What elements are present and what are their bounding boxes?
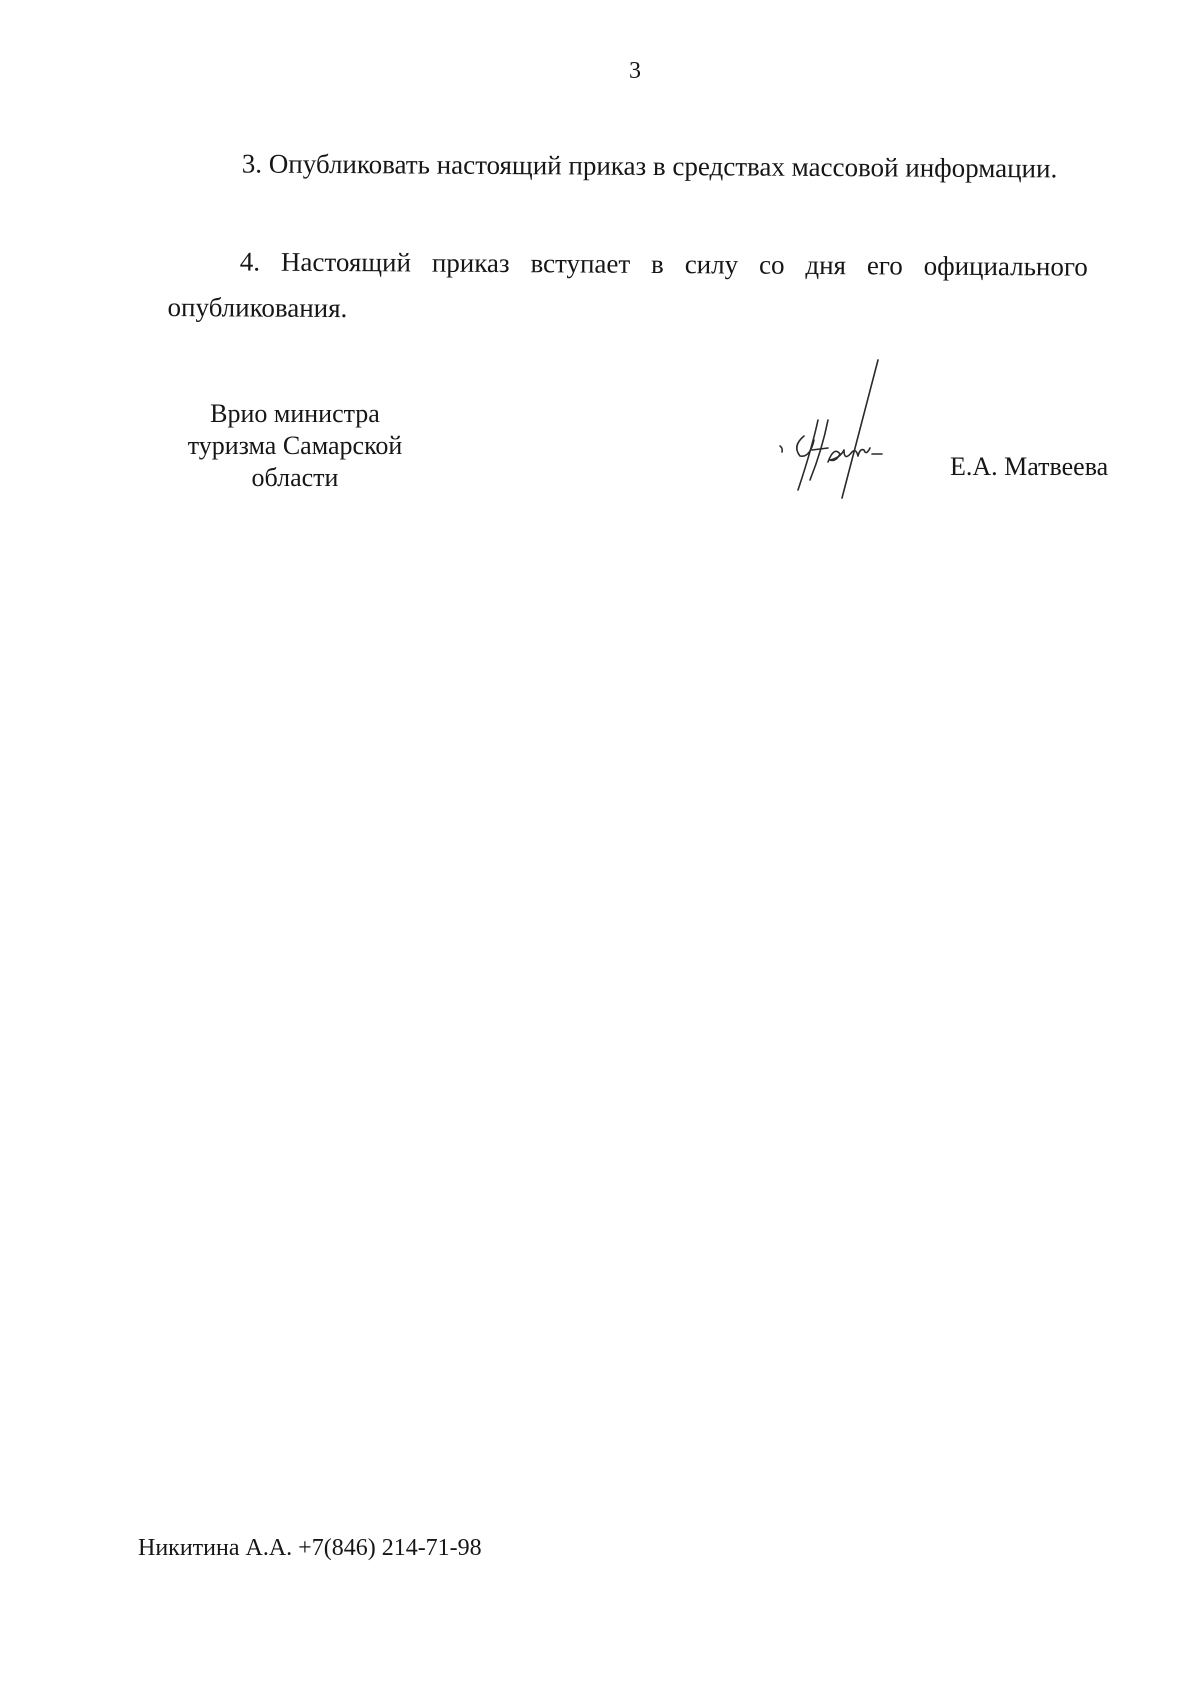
paragraph-4: [167, 238, 1088, 336]
page-number: 3: [629, 58, 641, 84]
signer-title: [170, 398, 420, 494]
handwritten-signature: [770, 358, 950, 508]
contact-info: Никитина А.А. +7(846) 214-71-98: [138, 1535, 482, 1561]
signer-title-line-3: области: [251, 463, 339, 492]
paragraph-3-text: 3. Опубликовать настоящий приказ в средствах массовой информации.: [241, 148, 1058, 184]
signer-title-line-2: туризма Самарской: [187, 431, 403, 460]
signer-title-line-1: Врио министра: [210, 399, 380, 428]
signer-name: Е.А. Матвеева: [950, 452, 1109, 481]
paragraph-4-text: 4. Настоящий приказ вступает в силу со дня его официального опубликования.: [167, 246, 1088, 324]
paragraph-3: [170, 140, 1090, 192]
